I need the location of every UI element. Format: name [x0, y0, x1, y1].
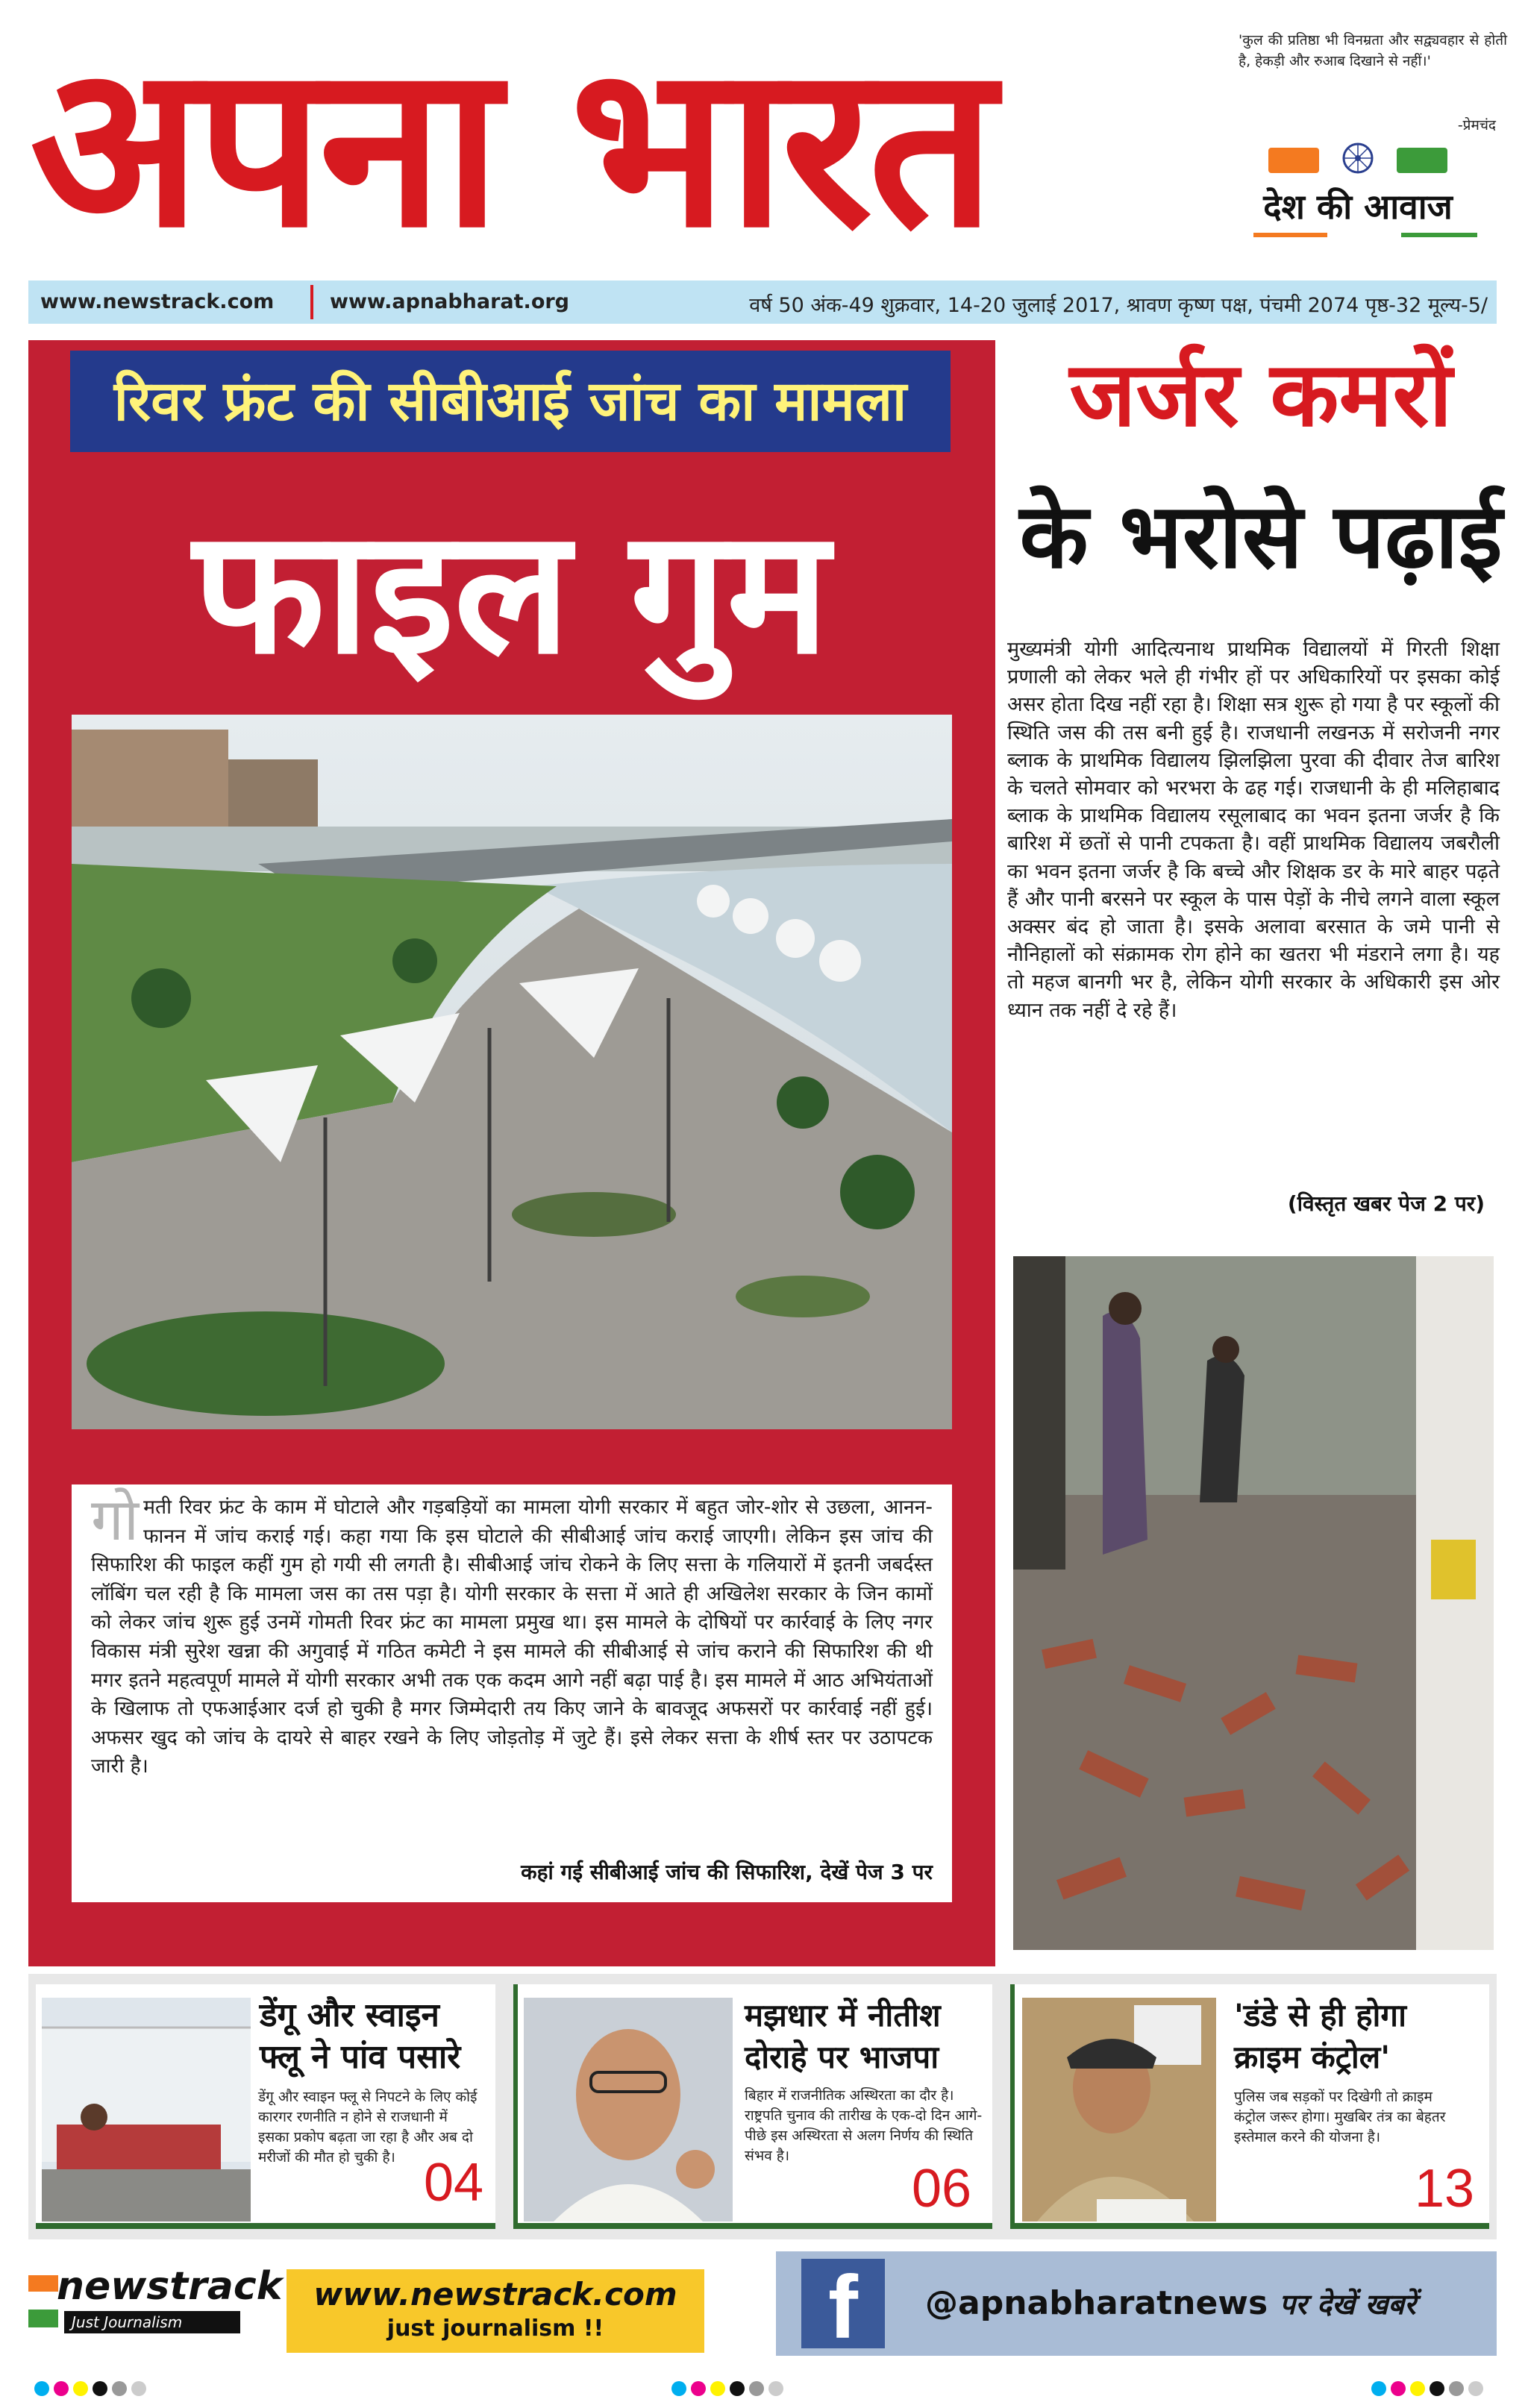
promo-tagline: just journalism !!: [386, 2315, 604, 2342]
facebook-cta: पर देखें खबरें: [1279, 2288, 1416, 2321]
registration-marks-left: [34, 2381, 151, 2399]
dropcap: गो: [91, 1487, 140, 1554]
tagline-underline: [1253, 233, 1477, 237]
teaser-text: डेंगू और स्वाइन फ्लू से निपटने के लिए कोई कारगर रणनीति न होने से राजधानी में इसका प्रकोप बढ़ता जा रहा है और अब दो मरीजों की मौत हो चुकी है।: [258, 2089, 478, 2166]
tricolor-flag-icon: [1268, 148, 1462, 175]
lead-story-body: [72, 1484, 952, 1902]
info-separator: [310, 285, 313, 319]
teaser-page-number: 04: [424, 2153, 484, 2213]
facebook-text: [925, 2281, 1416, 2327]
website-link-apnabharat[interactable]: www.apnabharat.org: [330, 290, 570, 313]
masthead-tagline: देश की आवाज: [1263, 186, 1453, 227]
newstrack-promo[interactable]: [286, 2269, 704, 2353]
teaser-rule: [513, 2223, 992, 2229]
teaser-row: [28, 1974, 1497, 2239]
logo-name: newstrack: [57, 2264, 283, 2309]
teaser-title: 'डंडे से ही होगा क्राइम कंट्रोल': [1234, 1997, 1406, 2075]
side-story-body: मुख्यमंत्री योगी आदित्यनाथ प्राथमिक विद्यालयों में गिरती शिक्षा प्रणाली को लेकर भले ही गंभीर हों पर अधिकारियों पर इसका कोई असर होता दिख नहीं रहा है। शिक्षा सत्र शुरू हो गया है पर स्कूलों की स्थिति जस की तस बनी हुई है। राजधानी लखनऊ में सरोजनी नगर ब्लाक के प्राथमिक विद्यालय झिलझिला पुरवा की दीवार तेज बारिश के चलते सोमवार को भरभरा के ढह गई। राजधानी के ही मलिहाबाद ब्लाक के प्राथमिक विद्यालय रसूलाबाद का भवन इतना जर्जर है कि बारिश में छतों से पानी टपकता है। वहीं प्राथमिक विद्यालय जबरौली का भवन इतना जर्जर है कि बच्चे और शिक्षक डर के मारे बाहर पढ़ते हैं और पानी बरसने पर स्कूल के पास पेड़ों के नीचे लगने वाला स्कूल अक्सर बंद हो जाता है। इसके अलावा बरसात के जमे पानी से नौनिहालों को संक्रामक रोग होने का खतरा भी मंडराने लगा है। यह तो महज बानगी भर है, लेकिन योगी सरकार के अधिकारी इस ओर ध्यान तक नहीं दे रहे हैं।: [1007, 638, 1500, 1022]
website-link-newstrack[interactable]: www.newstrack.com: [40, 290, 275, 313]
lead-kicker: रिवर फ्रंट की सीबीआई जांच का मामला: [70, 351, 951, 452]
facebook-icon: f: [801, 2259, 885, 2348]
teaser-photo-hospital: [42, 1998, 251, 2222]
teaser-dengue[interactable]: [36, 1984, 495, 2229]
masthead-title: अपना भारत: [30, 13, 992, 277]
issue-dateline: वर्ष 50 अंक-49 शुक्रवार, 14-20 जुलाई 2017, श्रावण कृष्ण पक्ष, पंचमी 2074 पृष्ठ-32 मूल्य-5/: [749, 294, 1488, 317]
teaser-photo-police: [1022, 1998, 1216, 2222]
riverfront-photo: [72, 715, 952, 1429]
teaser-rule: [1010, 2223, 1489, 2229]
teaser-page-number: 13: [1415, 2159, 1475, 2219]
registration-marks-center: [671, 2381, 788, 2399]
lead-headline[interactable]: फाइल गुम: [192, 493, 830, 692]
teaser-divider: [513, 1984, 518, 2229]
facebook-handle: @apnabharatnews: [925, 2284, 1268, 2322]
facebook-promo[interactable]: [776, 2251, 1497, 2356]
quote-author: -प्रेमचंद: [1457, 117, 1496, 134]
newstrack-flag-icon: [28, 2275, 58, 2327]
lead-body-text: मती रिवर फ्रंट के काम में घोटाले और गड़बड़ियों का मामला योगी सरकार में बहुत जोर-शोर से उछला, आनन-फानन में जांच कराई गई। कहा गया कि इस घोटाले की सीबीआई जांच कराई जाएगी। लेकिन इस जांच की सिफारिश की फाइल कहीं गुम हो गयी सी लगती है। सीबीआई जांच रोकने के लिए सत्ता के गलियारों में इतनी जबर्दस्त लॉबिंग चल रही है कि मामला जस का तस पड़ा है। योगी सरकार के सत्ता में आते ही अखिलेश सरकार के जिन कामों को लेकर जांच शुरू हुई उनमें गोमती रिवर फ्रंट का मामला प्रमुख था। इस मामले के दोषियों पर कार्रवाई के लिए नगर विकास मंत्री सुरेश खन्ना की अगुवाई में गठित कमेटी ने इस मामले की सीबीआई से जांच कराने की सिफारिश की थी मगर इतने महत्वपूर्ण मामले में योगी सरकार अभी तक एक कदम आगे नहीं बढ़ा पाई है। इस मामले में आठ अभियंताओं के खिलाफ तो एफआईआर दर्ज हो चुकी है मगर जिम्मेदारी तय किए जाने के बावजूद अफसरों पर कार्रवाई नहीं हुई। अफसर खुद को जांच के दायरे से बाहर रखने के लिए जोड़तोड़ में जुटे हैं। इसे लेकर सत्ता के शीर्ष स्तर पर उठापटक जारी है।: [91, 1496, 933, 1778]
side-headline-line2[interactable]: के भरोसे पढ़ाई: [1019, 485, 1503, 589]
side-page-ref[interactable]: (विस्तृत खबर पेज 2 पर): [1287, 1191, 1485, 1216]
teaser-title: मझधार में नीतीश दोराहे पर भाजपा: [745, 1997, 941, 2075]
teaser-title: डेंगू और स्वाइन फ्लू ने पांव पसारे: [260, 1996, 461, 2076]
teaser-divider: [1010, 1984, 1015, 2229]
promo-url: www.newstrack.com: [313, 2276, 677, 2313]
info-bar: [28, 280, 1497, 324]
newstrack-logo[interactable]: [28, 2262, 282, 2344]
teaser-text: बिहार में राजनीतिक अस्थिरता का दौर है। राष्ट्रपति चुनाव की तारीख के एक-दो दिन आगे-पीछे इस अस्थिरता से अलग निर्णय की स्थिति संभव है।: [745, 2087, 983, 2164]
teaser-text: पुलिस जब सड़कों पर दिखेगी तो क्राइम कंट्रोल जरूर होगा। मुखबिर तंत्र का बेहतर इस्तेमाल करने की योजना है।: [1234, 2089, 1446, 2145]
ashoka-chakra-icon: [1341, 142, 1374, 175]
side-headline-line1[interactable]: जर्जर कमरों: [1069, 343, 1453, 447]
registration-marks-right: [1371, 2381, 1488, 2399]
collapsed-wall-photo: [1013, 1256, 1494, 1950]
teaser-crime-control[interactable]: [1010, 1984, 1489, 2229]
logo-tagline: Just Journalism: [64, 2311, 240, 2333]
teaser-page-number: 06: [912, 2159, 972, 2219]
teaser-photo-nitish: [524, 1998, 733, 2222]
lead-page-ref[interactable]: कहां गई सीबीआई जांच की सिफारिश, देखें पेज 3 पर: [521, 1860, 933, 1884]
teaser-rule: [36, 2223, 495, 2229]
masthead-quote: 'कुल की प्रतिष्ठा भी विनम्रता और सद्व्यवहार से होती है, हेकड़ी और रुआब दिखाने से नहीं।': [1239, 32, 1507, 69]
teaser-nitish[interactable]: [513, 1984, 992, 2229]
